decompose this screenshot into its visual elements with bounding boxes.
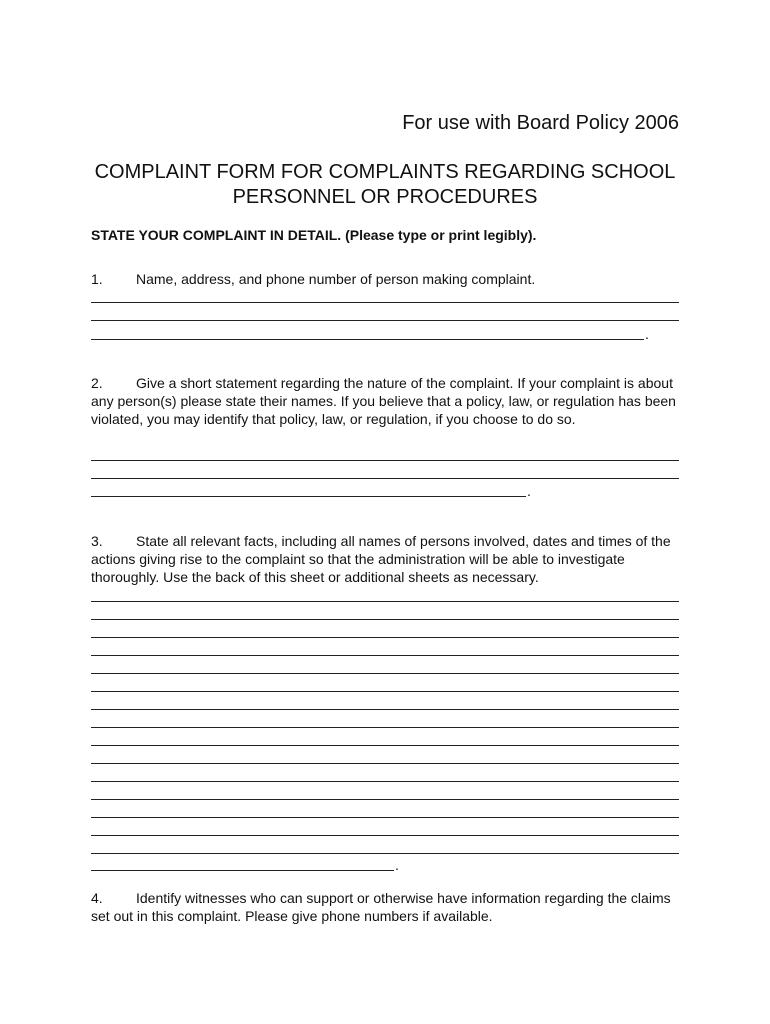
instruction-text: STATE YOUR COMPLAINT IN DETAIL. (Please type or print legibly).: [91, 227, 537, 243]
answer-3-line-14[interactable]: [91, 835, 679, 836]
question-4: [91, 889, 691, 925]
question-1-text: Name, address, and phone number of person making complaint.: [136, 271, 536, 287]
answer-3-line-15[interactable]: [91, 853, 679, 854]
question-3-text: State all relevant facts, including all names of persons involved, dates and times of the actions giving rise to the complaint so that the administration will be able to investigate thoroughly. Use the back of this sheet or additional sheets as necessary.: [91, 533, 671, 585]
form-title-line-1: COMPLAINT FORM FOR COMPLAINTS REGARDING SCHOOL: [94, 161, 676, 183]
answer-1-line-1[interactable]: [91, 302, 679, 303]
answer-3-end-mark: .: [395, 857, 399, 873]
answer-3-line-11[interactable]: [91, 781, 679, 782]
answer-3-line-10[interactable]: [91, 763, 679, 764]
answer-3-line-1[interactable]: [91, 601, 679, 602]
question-1: [91, 270, 691, 288]
answer-2-end-mark: .: [527, 483, 531, 499]
answer-1-end-mark: .: [645, 326, 649, 342]
answer-3-line-5[interactable]: [91, 673, 679, 674]
question-4-text: Identify witnesses who can support or otherwise have information regarding the claims set out in this complaint. Please give phone numbers if available.: [91, 890, 671, 924]
answer-3-line-4[interactable]: [91, 655, 679, 656]
question-2-number: 2.: [91, 375, 103, 391]
answer-1-line-3[interactable]: [91, 339, 644, 340]
answer-3-line-3[interactable]: [91, 637, 679, 638]
form-title-line-2: PERSONNEL OR PROCEDURES: [232, 186, 538, 208]
answer-3-line-7[interactable]: [91, 709, 679, 710]
answer-3-line-8[interactable]: [91, 727, 679, 728]
answer-3-line-13[interactable]: [91, 817, 679, 818]
question-3: [91, 532, 691, 586]
question-2: [91, 374, 691, 428]
question-4-number: 4.: [91, 890, 103, 906]
answer-3-line-9[interactable]: [91, 745, 679, 746]
answer-1-line-2[interactable]: [91, 320, 679, 321]
question-3-number: 3.: [91, 533, 103, 549]
question-2-text: Give a short statement regarding the nature of the complaint. If your complaint is about any person(s) please state their names. If you believe that a policy, law, or regulation has been violated, you may identify that policy, law, or regulation, if you choose to do so.: [91, 375, 676, 427]
answer-2-line-1[interactable]: [91, 460, 679, 461]
question-1-number: 1.: [91, 271, 103, 287]
policy-reference: For use with Board Policy 2006: [402, 112, 679, 134]
answer-2-line-2[interactable]: [91, 478, 679, 479]
answer-3-line-2[interactable]: [91, 619, 679, 620]
answer-3-line-12[interactable]: [91, 799, 679, 800]
answer-2-line-3[interactable]: [91, 496, 526, 497]
answer-3-line-6[interactable]: [91, 691, 679, 692]
answer-3-line-16[interactable]: [91, 870, 394, 871]
form-title: [60, 160, 710, 210]
